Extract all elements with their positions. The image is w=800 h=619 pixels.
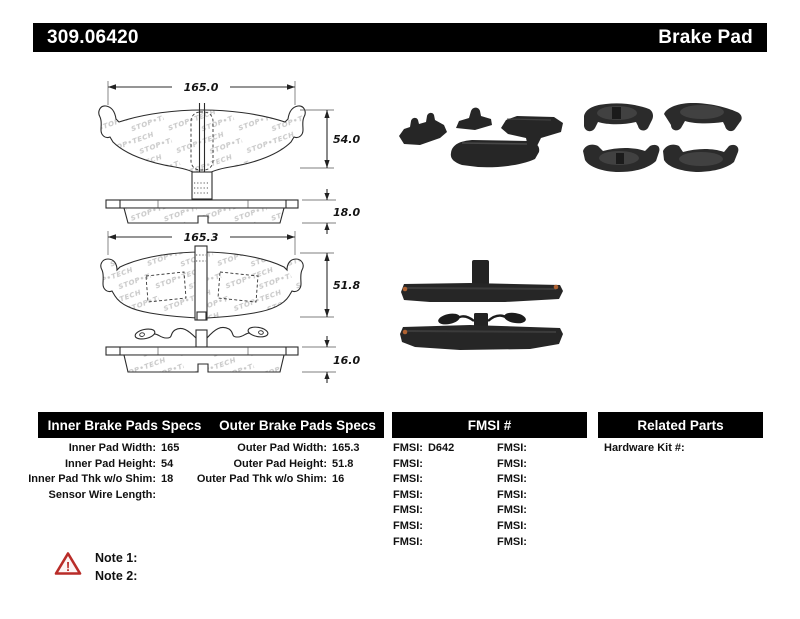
note-row: [95, 549, 142, 567]
fmsi-row: [497, 503, 532, 519]
related-parts-header-bar: [598, 412, 763, 438]
fmsi-label: FMSI:: [497, 473, 527, 486]
fmsi-label: FMSI:: [497, 488, 527, 501]
fmsi-row: [497, 535, 532, 551]
pads-specs-header-bar: [38, 412, 384, 438]
fmsi-row: [393, 535, 454, 551]
spec-value: 18: [161, 473, 174, 486]
note-row: [95, 567, 142, 585]
fmsi-label: FMSI:: [497, 519, 527, 532]
header-bar: [33, 23, 767, 52]
fmsi-label: FMSI:: [393, 473, 423, 486]
pad-hardware-photo: [399, 108, 563, 168]
spec-row: [190, 441, 360, 457]
fmsi-row: [393, 472, 454, 488]
spec-label: Inner Pad Thk w/o Shim:: [28, 473, 156, 486]
inner-pad-diagram: [99, 81, 361, 234]
spec-label: Outer Pad Thk w/o Shim:: [196, 473, 327, 486]
note-label: Note 1:: [95, 551, 138, 565]
spec-row: [26, 488, 179, 504]
fmsi-row: [497, 457, 532, 473]
spec-label: Outer Pad Height:: [233, 457, 327, 470]
fmsi-label: FMSI:: [393, 442, 423, 454]
spec-row: [26, 441, 179, 457]
inner-specs-header: Inner Brake Pads Specs: [47, 417, 202, 433]
technical-drawings-and-photos: [0, 55, 800, 405]
fmsi-row: [393, 503, 454, 519]
inner-height-dimension: 54.0: [333, 133, 361, 146]
fmsi-label: FMSI:: [393, 488, 423, 501]
outer-pad-diagram: [101, 231, 361, 383]
spec-label: Inner Pad Height:: [64, 457, 156, 470]
fmsi-row: [393, 488, 454, 504]
outer-height-dimension: 51.8: [333, 279, 361, 292]
spec-label: Sensor Wire Length:: [48, 488, 156, 501]
inner-thickness-dimension: 18.0: [333, 206, 361, 219]
fmsi-label: FMSI:: [393, 535, 423, 548]
outer-thickness-dimension: 16.0: [333, 354, 361, 367]
related-parts-header: Related Parts: [637, 417, 724, 433]
spec-value: 16: [332, 473, 345, 486]
notes-block: [95, 549, 142, 585]
fmsi-row: [497, 488, 532, 504]
warning-icon: [54, 551, 82, 577]
fmsi-column-1: [393, 441, 454, 550]
fmsi-row: [497, 441, 532, 457]
related-row: [604, 441, 690, 457]
fmsi-row: [393, 457, 454, 473]
spec-label: Outer Pad Width:: [237, 442, 327, 454]
fmsi-label: FMSI:: [497, 535, 527, 548]
fmsi-row: [497, 472, 532, 488]
fmsi-row: [393, 441, 454, 457]
fmsi-column-2: [497, 441, 532, 550]
svg-text:!: !: [65, 559, 71, 574]
product-name: Brake Pad: [658, 26, 753, 48]
fmsi-label: FMSI:: [393, 519, 423, 532]
spec-row: [26, 457, 179, 473]
spec-row: [190, 472, 360, 488]
spec-label: Inner Pad Width:: [68, 442, 156, 454]
spec-row: [190, 457, 360, 473]
outer-specs-header: Outer Brake Pads Specs: [219, 417, 376, 433]
fmsi-row: [497, 519, 532, 535]
fmsi-label: FMSI:: [497, 504, 527, 517]
pad-set-photo: [583, 103, 742, 172]
fmsi-label: FMSI:: [497, 442, 527, 454]
fmsi-header: FMSI #: [467, 417, 512, 433]
note-label: Note 2:: [95, 569, 138, 583]
outer-specs-column: [190, 441, 360, 488]
spec-value: 165: [161, 442, 180, 454]
outer-width-dimension: 165.3: [183, 231, 219, 244]
pad-edge-photo: [400, 260, 563, 350]
spec-value: 165.3: [332, 442, 360, 454]
fmsi-value: D642: [427, 442, 455, 454]
spec-row: [26, 472, 179, 488]
inner-specs-column: [26, 441, 179, 503]
fmsi-row: [393, 519, 454, 535]
part-number: 309.06420: [47, 26, 139, 48]
spec-value: 54: [161, 457, 174, 470]
fmsi-label: FMSI:: [497, 457, 527, 470]
fmsi-label: FMSI:: [393, 504, 423, 517]
related-label: Hardware Kit #:: [604, 442, 685, 454]
spec-value: 51.8: [332, 457, 354, 470]
inner-width-dimension: 165.0: [183, 81, 219, 94]
fmsi-header-bar: [392, 412, 587, 438]
fmsi-label: FMSI:: [393, 457, 423, 470]
related-parts-column: [604, 441, 690, 457]
